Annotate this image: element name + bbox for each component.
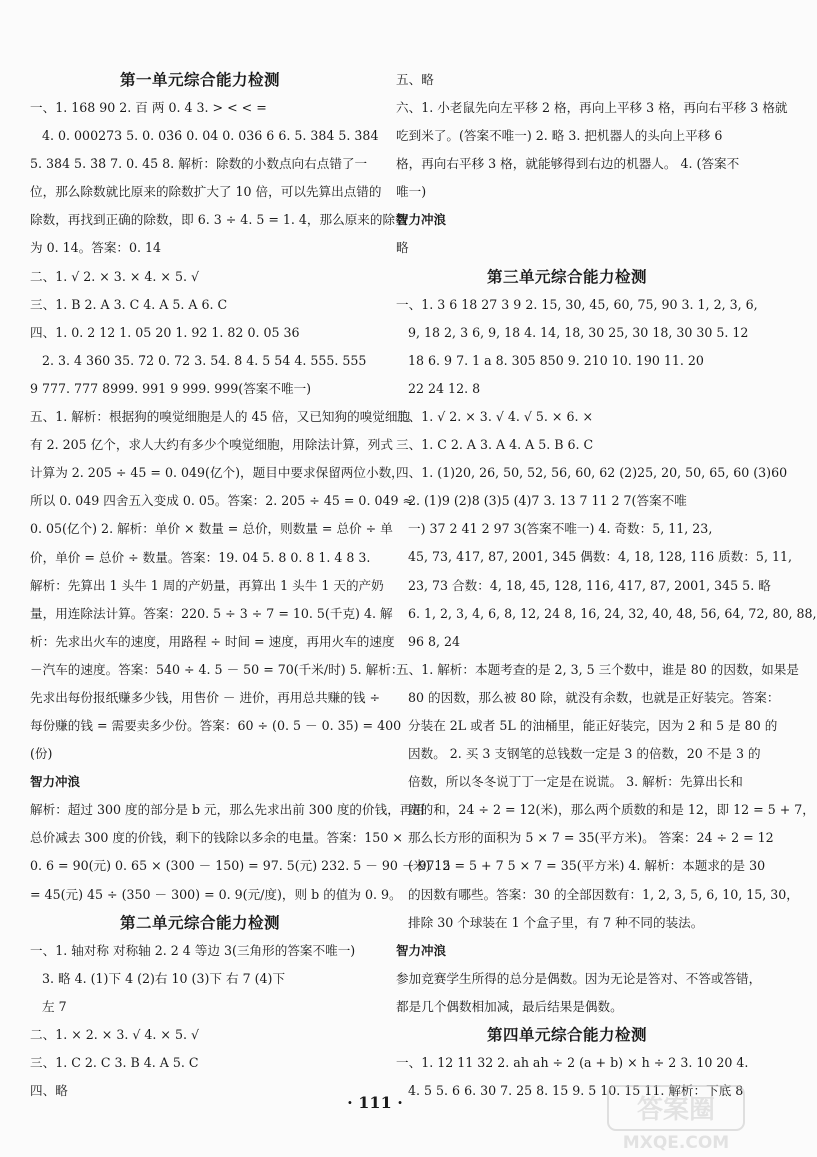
- right-column: [396, 66, 817, 1105]
- answer-line: 左 7: [42, 998, 67, 1014]
- section-heading: 第四单元综合能力检测: [486, 1025, 647, 1044]
- answer-line: 0. 6 = 90(元) 0. 65 × (300 － 150) = 97. 5(元) 232. 5 － 90 － 97. 5: [30, 858, 451, 874]
- answer-line: 总价减去 300 度的价钱，剩下的钱除以多余的电量。答案：150 ×: [30, 830, 403, 846]
- section-heading: 第一单元综合能力检测: [119, 71, 280, 89]
- svg-text:答案圈: 答案圈: [636, 1095, 716, 1125]
- answer-line: 6. 1, 2, 3, 4, 6, 8, 12, 24 8, 16, 24, 32, 40, 48, 56, 64, 72, 80, 88,: [408, 605, 817, 621]
- answer-line: 三、1. B 2. A 3. C 4. A 5. A 6. C: [30, 296, 228, 312]
- section-heading: 第二单元综合能力检测: [119, 913, 280, 932]
- answer-line: 格，再向右平移 3 格，就能够得到右边的机器人。 4. (答案不: [396, 156, 740, 172]
- answer-line: 二、1. √ 2. × 3. √ 4. √ 5. × 6. ×: [396, 408, 594, 424]
- answer-line: 因数。 2. 买 3 支钢笔的总钱数一定是 3 的倍数，20 不是 3 的: [408, 746, 761, 762]
- answer-line: 五、1. 解析：根据狗的嗅觉细胞是人的 45 倍，又已知狗的嗅觉细胞: [30, 409, 411, 425]
- answer-line: 22 24 12. 8: [408, 380, 481, 396]
- answer-line: 3. 略 4. (1)下 4 (2)右 10 (3)下 右 7 (4)下: [42, 970, 286, 986]
- answer-line: 4. 0. 000273 5. 0. 03̇6̇ 0. 04 0. 036 6 6. 5. 384 5. 3̇84̇: [42, 128, 379, 144]
- answer-line: 三、1. C 2. C 3. B 4. A 5. C: [30, 1055, 199, 1070]
- answer-line: 每份赚的钱 = 需要卖多少份。答案：60 ÷ (0. 5 － 0. 35) = 400: [30, 718, 402, 734]
- answer-line: 二、1. √ 2. × 3. × 4. × 5. √: [30, 268, 200, 284]
- answer-line: 都是几个偶数相加减，最后结果是偶数。: [396, 998, 623, 1014]
- answer-line: 价，单价 = 总价 ÷ 数量。答案：19. 04 5. 8 0. 8 1. 4 8 3.: [30, 549, 371, 565]
- answer-line: 的因数有哪些。答案：30 的全部因数有：1, 2, 3, 5, 6, 10, 15, 30，: [408, 886, 799, 902]
- answer-line: －汽车的速度。答案：540 ÷ 4. 5 － 50 = 70(千米/时) 5. 解析：: [30, 661, 404, 677]
- answer-line: 18 6. 9 7. 1 a 8. 305 850 9. 210 10. 190 11. 20: [408, 352, 704, 368]
- answer-line: 23, 73 合数：4, 18, 45, 128, 116, 417, 87, 2001, 345 5. 略: [408, 577, 771, 593]
- answer-line: 五、略: [396, 72, 434, 87]
- answer-line: = 45(元) 45 ÷ (350 － 300) = 0. 9(元/度)，则 b 的值为 0. 9。: [30, 886, 402, 902]
- answer-line: 量，用连除法计算。答案：220. 5 ÷ 3 ÷ 7 = 10. 5(千克) 4. 解: [30, 605, 393, 621]
- answer-line: 4. 5 5. 6 6. 30 7. 25 8. 15 9. 5 10. 15 11. 解析：下底 8: [408, 1083, 744, 1098]
- answer-line: (米) 12 = 5 + 7 5 × 7 = 35(平方米) 4. 解析：本题求的是 30: [408, 858, 766, 874]
- answer-line: 为 0. 14。答案：0. 14: [30, 240, 162, 256]
- answer-line: 六、1. 小老鼠先向左平移 2 格，再向上平移 3 格，再向右平移 3 格就: [396, 100, 788, 116]
- answer-line: 0. 05(亿个) 2. 解析：单价 × 数量 = 总价，则数量 = 总价 ÷ 单: [30, 521, 393, 537]
- answer-line: 四、1. 0. 2 12 1. 05 20 1. 92 1. 82 0. 05 36: [30, 324, 300, 340]
- answer-line: 一、1. 12 11 32 2. ah ah ÷ 2 (a + b) × h ÷ 2 3. 10 20 4.: [396, 1054, 749, 1070]
- answer-line: 所以 0. 049 四舍五入变成 0. 05。答案：2. 205 ÷ 45 = 0. 049 ≈: [30, 493, 414, 509]
- subsection-heading: 智力冲浪: [396, 942, 447, 958]
- section-heading: 第三单元综合能力检测: [486, 267, 647, 286]
- answer-line: 9 777. 777 8999. 991 9 999. 999(答案不唯一): [30, 380, 312, 396]
- answer-line: 宽的和，24 ÷ 2 = 12(米)，那么两个质数的和是 12，即 12 = 5 + 7，: [408, 802, 815, 818]
- answer-line: 45, 73, 417, 87, 2001, 345 偶数：4, 18, 128, 116 质数：5, 11,: [408, 549, 792, 565]
- answer-line: 四、略: [30, 1083, 68, 1099]
- answer-line: 二、1. × 2. × 3. √ 4. × 5. √: [30, 1026, 200, 1042]
- answer-line: 9, 18 2, 3 6, 9, 18 4. 14, 18, 30 25, 30 18, 30 30 5. 12: [408, 324, 749, 340]
- watermark-logo: [606, 1082, 746, 1154]
- page-number: · 111 ·: [347, 1093, 403, 1112]
- answer-line: 唯一): [396, 184, 427, 200]
- answer-line: 析：先求出火车的速度，用路程 ÷ 时间 = 速度，再用火车的速度: [30, 633, 395, 649]
- answer-line: 参加竞赛学生所得的总分是偶数。因为无论是答对、不答或答错，: [396, 970, 762, 986]
- subsection-heading: 智力冲浪: [30, 774, 81, 790]
- svg-text:MXQE.COM: MXQE.COM: [622, 1133, 730, 1153]
- answer-line: 除数，再找到正确的除数，即 6. 3 ÷ 4. 5 = 1. 4，那么原来的除数: [30, 212, 408, 228]
- answer-line: 5. 384 5. 3̇8̇ 7. 0. 4̇5̇ 8. 解析：除数的小数点向右点错了一: [30, 156, 368, 172]
- answer-line: 一、1. 轴对称 对称轴 2. 2 4 等边 3(三角形的答案不唯一): [30, 942, 356, 958]
- answer-line: 一、1. 168 90 2. 百 两 0. 4 3. > < < =: [30, 100, 267, 115]
- answer-line: 解析：超过 300 度的部分是 b 元，那么先求出前 300 度的价钱，再用: [30, 802, 425, 818]
- answer-line: 三、1. C 2. A 3. A 4. A 5. B 6. C: [396, 437, 594, 453]
- answer-line: 解析：先算出 1 头牛 1 周的产奶量，再算出 1 头牛 1 天的产奶: [30, 577, 384, 593]
- answer-line: 一、1. 3 6 18 27 3 9 2. 15, 30, 45, 60, 75, 90 3. 1, 2, 3, 6,: [396, 296, 758, 312]
- answer-line: 计算为 2. 205 ÷ 45 = 0. 049(亿个)，题目中要求保留两位小数，: [30, 465, 404, 481]
- answer-line: 分装在 2L 或者 5L 的油桶里，能正好装完，因为 2 和 5 是 80 的: [408, 717, 778, 733]
- answer-line: 有 2. 205 亿个，求人大约有多少个嗅觉细胞，用除法计算，列式: [30, 437, 393, 453]
- answer-line: 略: [396, 240, 409, 256]
- answer-line: 四、1. (1)20, 26, 50, 52, 56, 60, 62 (2)25, 20, 50, 65, 60 (3)60: [396, 465, 788, 481]
- answer-line: 倍数，所以冬冬说丁丁一定是在说谎。 3. 解析：先算出长和: [408, 774, 743, 790]
- answer-line: 一) 37 2 41 2 97 3(答案不唯一) 4. 奇数：5, 11, 23,: [408, 521, 713, 537]
- subsection-heading: 智力冲浪: [396, 212, 447, 228]
- answer-line: 2. (1)9 (2)8 (3)5 (4)7 3. 13 7 11 2 7(答案不唯: [408, 493, 687, 509]
- answer-line: (份): [30, 746, 53, 762]
- answer-line: 五、1. 解析：本题考查的是 2, 3, 5 三个数中，谁是 80 的因数，如果是: [396, 661, 799, 677]
- answer-line: 80 的因数，那么被 80 除，就没有余数，也就是正好装完。答案：: [408, 689, 780, 705]
- answer-line: 排除 30 个球装在 1 个盒子里，有 7 种不同的装法。: [408, 914, 704, 930]
- answer-line: 那么长方形的面积为 5 × 7 = 35(平方米)。 答案：24 ÷ 2 = 12: [408, 830, 774, 846]
- answer-line: 吃到米了。(答案不唯一) 2. 略 3. 把机器人的头向上平移 6: [396, 128, 723, 144]
- answer-line: 位，那么除数就比原来的除数扩大了 10 倍，可以先算出点错的: [30, 184, 382, 200]
- answer-line: 先求出每份报纸赚多少钱，用售价 － 进价，再用总共赚的钱 ÷: [30, 689, 380, 705]
- answer-line: 96 8, 24: [408, 633, 461, 649]
- answer-line: 2. 3. 4 360 35. 7̇2̇ 0. 72 3. 54. 8 4. 5 54 4. 555. 555: [42, 352, 367, 368]
